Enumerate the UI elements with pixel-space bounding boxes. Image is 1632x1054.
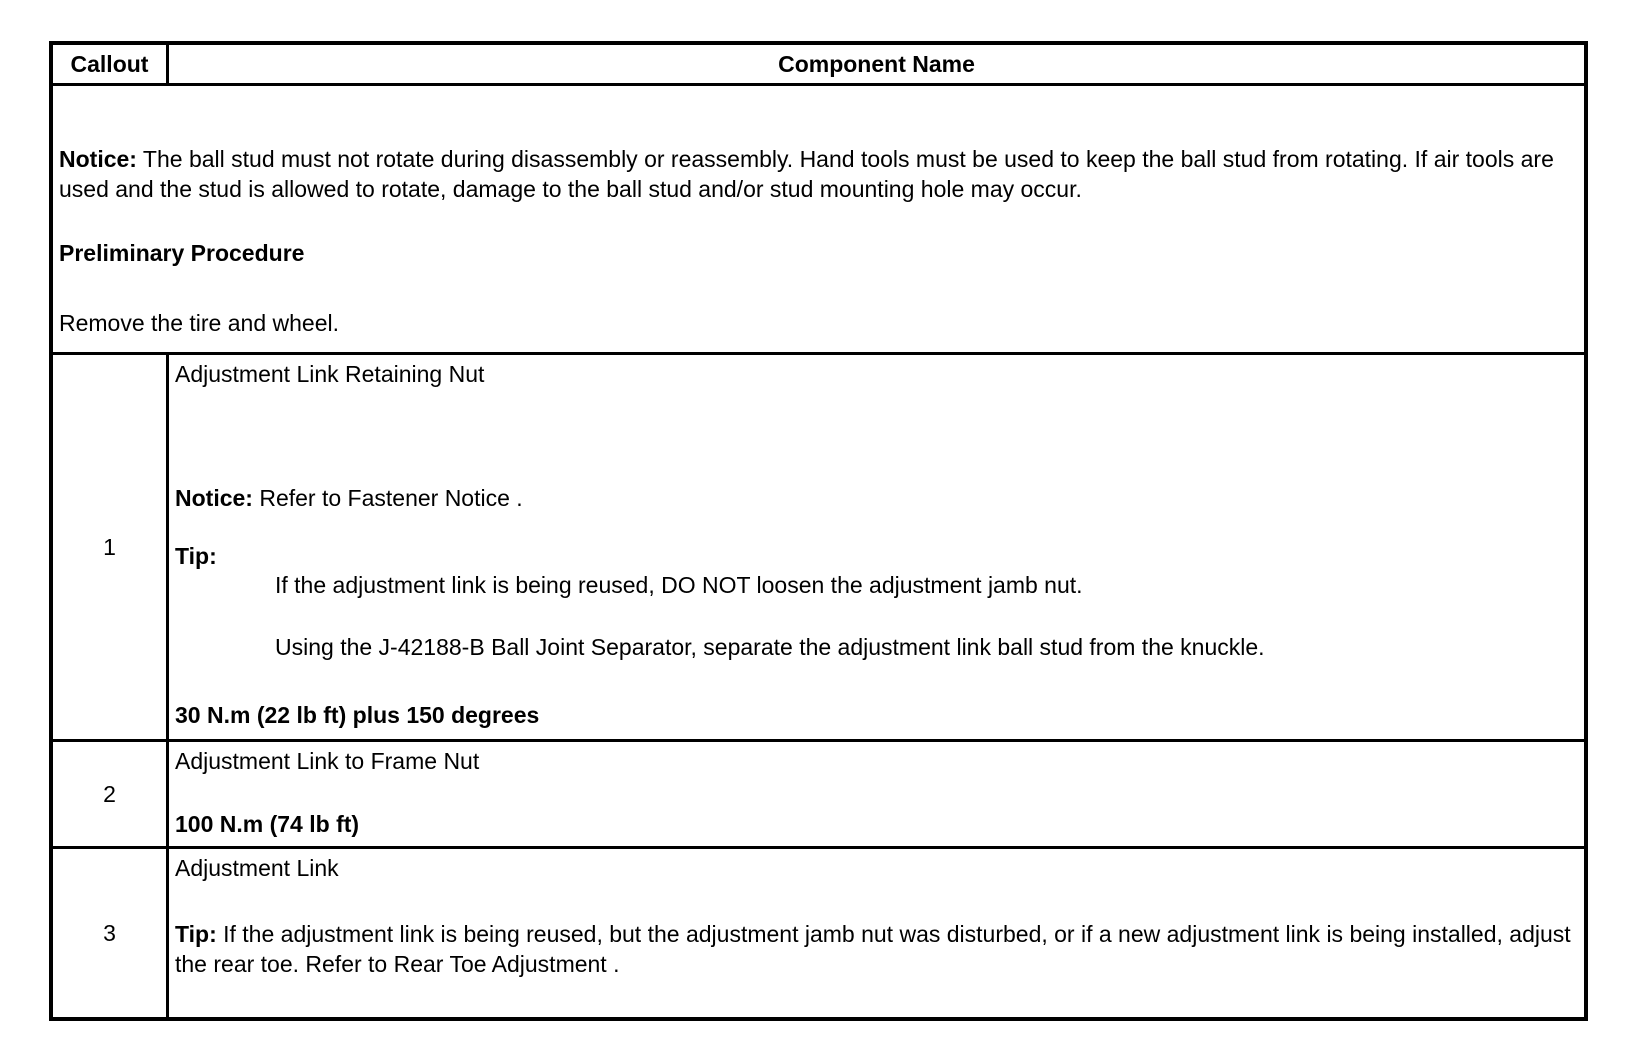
- component-name: Adjustment Link Retaining Nut: [175, 361, 485, 387]
- header-row: [51, 43, 1586, 85]
- callout-number: 1: [51, 354, 168, 741]
- torque-spec: 30 N.m (22 lb ft) plus 150 degrees: [175, 702, 540, 728]
- table-row: [51, 741, 1586, 848]
- tip-text: If the adjustment link is being reused, but the adjustment jamb nut was disturbed, or if a new adjustment link is being installed, adjust the rear toe. Refer to Rear Toe Adjustment .: [175, 921, 1571, 977]
- tip-line: Using the J-42188-B Ball Joint Separator, separate the adjustment link ball stud from the knuckle.: [275, 634, 1265, 660]
- preliminary-row: [51, 85, 1586, 354]
- tip-label: Tip:: [175, 543, 217, 569]
- component-cell: [168, 848, 1587, 1020]
- preliminary-cell: [51, 85, 1586, 354]
- tip-line: [175, 919, 1574, 979]
- callout-number: 2: [51, 741, 168, 848]
- component-name: Adjustment Link: [175, 855, 339, 881]
- torque-spec: 100 N.m (74 lb ft): [175, 811, 360, 837]
- preliminary-procedure-step: Remove the tire and wheel.: [59, 310, 339, 336]
- callout-header: Callout: [51, 43, 168, 85]
- component-name: Adjustment Link to Frame Nut: [175, 748, 480, 774]
- notice-label: Notice:: [59, 146, 137, 172]
- tip-line: If the adjustment link is being reused, DO NOT loosen the adjustment jamb nut.: [275, 572, 1083, 598]
- notice-text: The ball stud must not rotate during disassembly or reassembly. Hand tools must be used to keep the ball stud from rotating. If air tools are used and the stud is allowed to rotate, damage to the ball stud and/or stud mounting hole may occur.: [59, 146, 1554, 202]
- preliminary-procedure-title: Preliminary Procedure: [59, 240, 305, 266]
- notice-label: Notice:: [175, 485, 253, 511]
- table-row: [51, 848, 1586, 1020]
- component-cell: [168, 741, 1587, 848]
- notice-text: Refer to Fastener Notice .: [252, 485, 523, 511]
- notice-line: [175, 483, 1574, 513]
- tip-label: Tip:: [175, 921, 217, 947]
- table-row: [51, 354, 1586, 741]
- preliminary-notice: [59, 144, 1574, 204]
- component-name-header: Component Name: [168, 43, 1587, 85]
- component-table: [49, 41, 1588, 1021]
- component-cell: [168, 354, 1587, 741]
- callout-number: 3: [51, 848, 168, 1020]
